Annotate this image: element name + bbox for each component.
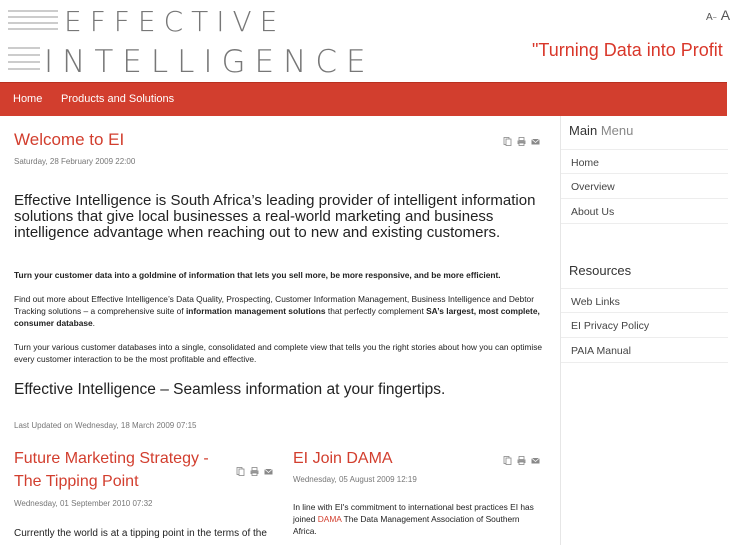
print-icon[interactable] [517,137,526,146]
article-tools [503,137,540,146]
font-size-control[interactable]: A− A [706,7,730,23]
left-article-title[interactable]: Future Marketing Strategy - The Tipping Point [14,450,209,490]
site-header [0,0,730,82]
print-icon[interactable] [250,467,259,476]
sidebar-item-paia-manual[interactable]: PAIA Manual [561,338,728,363]
sidebar-item-about-us[interactable]: About Us [561,199,728,224]
sidebar-item-web-links[interactable]: Web Links [561,288,728,313]
font-smaller-button[interactable]: A [706,12,713,23]
main-menu-heading: Main Menu [569,123,634,138]
font-larger-button[interactable]: A [720,7,730,23]
right-article-text: In line with EI's commitment to international best practices EI has joined DAMA The Data Management Association of Southern Africa. [293,502,534,536]
pdf-icon[interactable] [236,467,245,476]
logo-intelligence [6,40,375,80]
email-icon[interactable] [531,137,540,146]
print-icon[interactable] [517,456,526,465]
sidebar-item-overview[interactable]: Overview [561,174,728,199]
nav-home[interactable]: Home [13,93,43,105]
article-last-updated: Last Updated on Wednesday, 18 March 2009 07:15 [14,421,197,430]
pdf-icon[interactable] [503,137,512,146]
resources-heading: Resources [569,263,632,278]
dama-link[interactable]: DAMA [317,514,342,524]
logo-effective [6,5,286,38]
pdf-icon[interactable] [503,456,512,465]
nav-products-and-solutions[interactable]: Products and Solutions [61,93,175,105]
main-content [0,116,552,545]
sidebar [560,116,727,545]
left-article-tools [236,467,273,476]
sidebar-item-home[interactable]: Home [561,149,728,174]
article-subheading: Effective Intelligence – Seamless information at your fingertips. [14,381,446,398]
article-lead: Effective Intelligence is South Africa’s leading provider of intelligent information solutions that give local businesses a real-world marketing and business intelligence advantage when reaching out to new and existing customers. [14,192,536,241]
email-icon[interactable] [264,467,273,476]
article-paragraph-1: Turn your customer data into a goldmine of information that lets you sell more, be more responsive, and be more efficient. [14,270,501,280]
article-paragraph-3: Turn your various customer databases into a single, consolidated and complete view that tells you the right stories about how you can optimise every customer interaction to be the most profitable and effective. [14,342,543,364]
right-article-date: Wednesday, 05 August 2009 12:19 [293,475,417,484]
svg-text:INTELLIGENCE: INTELLIGENCE [44,44,375,80]
email-icon[interactable] [531,456,540,465]
site-tagline: "Turning Data into Profit [532,40,723,60]
right-article-title[interactable]: EI Join DAMA [293,450,393,467]
article-title[interactable]: Welcome to EI [14,130,125,149]
main-nav-bar [0,82,727,116]
svg-text:EFFECTIVE: EFFECTIVE [64,5,286,38]
sidebar-item-privacy-policy[interactable]: EI Privacy Policy [561,313,728,338]
left-article-date: Wednesday, 01 September 2010 07:32 [14,499,153,508]
left-article-text: Currently the world is at a tipping point in the terms of the [14,528,267,539]
article-paragraph-2: Find out more about Effective Intelligence’s Data Quality, Prospecting, Customer Information Management, Business Intelligence and Debtor Tracking solutions – a comprehensive suite of information management solutions that perfectly complement SA’s largest, most complete, consumer database. [14,294,540,328]
article-date: Saturday, 28 February 2009 22:00 [14,157,136,166]
right-article-tools [503,456,540,465]
